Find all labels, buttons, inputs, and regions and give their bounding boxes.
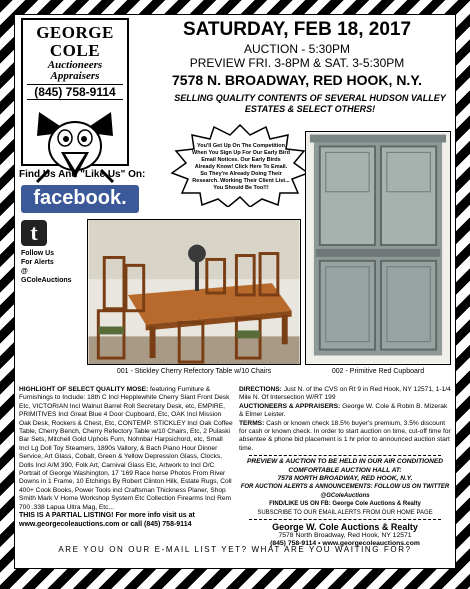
photo-caption-2: 002 - Primitive Red Cupboard [331, 368, 425, 375]
follow-line4: GColeAuctions [21, 277, 72, 284]
divider [249, 455, 441, 456]
auctioneers-text: George W. Cole & Robin B. Mizerak & Elmer Leister. [239, 402, 448, 419]
follow-line1: Follow Us [21, 250, 55, 257]
company-name: George W. Cole Auctions & Realty [272, 522, 418, 533]
website-phone-line[interactable]: www.georgecoleauctions.com or call (845) 758-9114 [19, 520, 192, 528]
company-logo [21, 18, 129, 166]
logo-phone: (845) 758-9114 [27, 84, 123, 100]
terms-text: Cash or known check 18.5% buyer's premium, 3.5% discount for cash or known check. In order to start auction on time, cut-off time for absentee & phone bid placement is 1 hr prior to announced auction start time. [239, 419, 451, 452]
preview-time: PREVIEW FRI. 3-8PM & SAT. 3-5:30PM [189, 56, 405, 70]
find-us-label: Find Us And "Like Us" On: [19, 169, 146, 180]
preview-note: PREVIEW & AUCTION TO BE HELD IN OUR AIR CONDITIONED COMFORTABLE AUCTION HALL AT: [246, 458, 444, 474]
auction-time: AUCTION - 5:30PM [243, 42, 351, 56]
email-list-footer[interactable]: ARE YOU ON OUR E-MAIL LIST YET? WHAT ARE YOU WAITING FOR? [58, 545, 412, 554]
flyer [14, 14, 456, 569]
terms-label: TERMS: [239, 419, 265, 427]
alerts-note[interactable]: FOR AUCTION ALERTS & ANNOUNCEMENTS: FOLLOW US ON TWITTER @GColeAuctions [240, 484, 450, 499]
auction-date: SATURDAY, FEB 18, 2017 [182, 19, 412, 40]
directions-label: DIRECTIONS: [239, 386, 282, 393]
facebook-line[interactable]: FIND/LIKE US ON FB: George Cole Auctions & Realty [269, 501, 421, 508]
twitter-icon[interactable]: t [21, 220, 47, 246]
photo-red-cupboard [305, 131, 451, 365]
divider [249, 519, 441, 520]
facebook-logo[interactable]: facebook. [21, 185, 139, 213]
auctioneers-label: AUCTIONEERS & APPRAISERS: [239, 402, 341, 410]
highlights-heading: HIGHLIGHT OF SELECT QUALITY MOSE: [19, 386, 149, 393]
follow-line2: For Alerts [21, 259, 54, 266]
follow-line3: @ [21, 268, 28, 275]
twitter-follow [21, 249, 72, 285]
logo-name: GEORGE COLE [36, 23, 114, 60]
early-bird-notice[interactable]: You'll Get Up On The Competition When You Sign Up For Our Early Bird Email Notices. Our Early Birds Already Know! Click Here To Email. So They're Already Doing Their Research. Working Their Client List... You Should Be Too!!! [192, 143, 290, 191]
info-column [239, 386, 451, 549]
highlights-body: featuring Furniture & Furnishings to Include: 18th C Incl Hepplewhite Cherry Slant Front Desk Etc, VICTORIAN Incl Walnut Barrel Roll Secretary Desk, etc, EMPIRE, PRIMITIVES Incl Great Blue 4 Door Cupboard, Etc, OAK Incl Mission Oak Desk, Rockers & Chest, Etc, CONTEMP. STICKLEY Incl Oak Coffee Table, Cherry Bench, Cherry Refectory Table w/10 Chairs, Etc, 2 Pulaski Bar Sets, Mitchell Gold Uphols Furn, Nohnbar Harpsichord, etc, Small Incl Lg Doll Toy Steamers, 1890s Vallory, & Bach Piano Hour Dinner Service, Art Glass, Cobalt, Green & Yellow Depression Glass, Clocks, Dolls Incl A/M 390, Folk Art, Carnival Glass Etc, Artwork to Incl O/C Portrait of George Washington, 17 '169 Race horse Photos From River Downs in 1 Frame, 10 Etchings By Robert Clinton Hilk, Estate Rugs, Coll 400+ Cook Books, Power Tools incl Craftsman Thickness Planer, Shop Smith Mark V Home Workshop System Etc Collection Firearms Incl Rem 700 .338 Lapua Ultra Mag, Etc... [19, 386, 233, 511]
subscribe-line[interactable]: SUBSCRIBE TO OUR EMAIL ALERTS FROM OUR HOME PAGE [257, 509, 433, 516]
photo-refectory-table [87, 219, 301, 365]
tagline: SELLING QUALITY CONTENTS OF SEVERAL HUDSON VALLEY ESTATES & SELECT OTHERS! [174, 93, 446, 114]
photo-caption-1: 001 - Stickley Cherry Refectory Table w/10 Chairs [116, 368, 272, 375]
highlights-column [19, 386, 233, 529]
auction-times [137, 42, 456, 70]
company-address: 7578 North Broadway, Red Hook, NY 12571 [278, 531, 412, 539]
logo-line1: Auctioneers [47, 59, 103, 71]
logo-line2: Appraisers [50, 70, 100, 82]
partial-listing-body: For more info visit us at [113, 512, 195, 520]
auction-address: 7578 N. BROADWAY, RED HOOK, N.Y. [172, 72, 422, 88]
hall-address: 7578 NORTH BROADWAY, RED HOOK, N.Y. [277, 475, 413, 483]
directions-text: Just N. of the CVS on Rt 9 in Red Hook, NY 12571, 1-1/4 Mile N. Of Intersection W/RT 199 [239, 386, 451, 402]
partial-listing-heading: THIS IS A PARTIAL LISTING! [19, 512, 114, 520]
company-contact[interactable]: (845) 758-9114 • www.georgecoleauctions.com [270, 540, 420, 548]
